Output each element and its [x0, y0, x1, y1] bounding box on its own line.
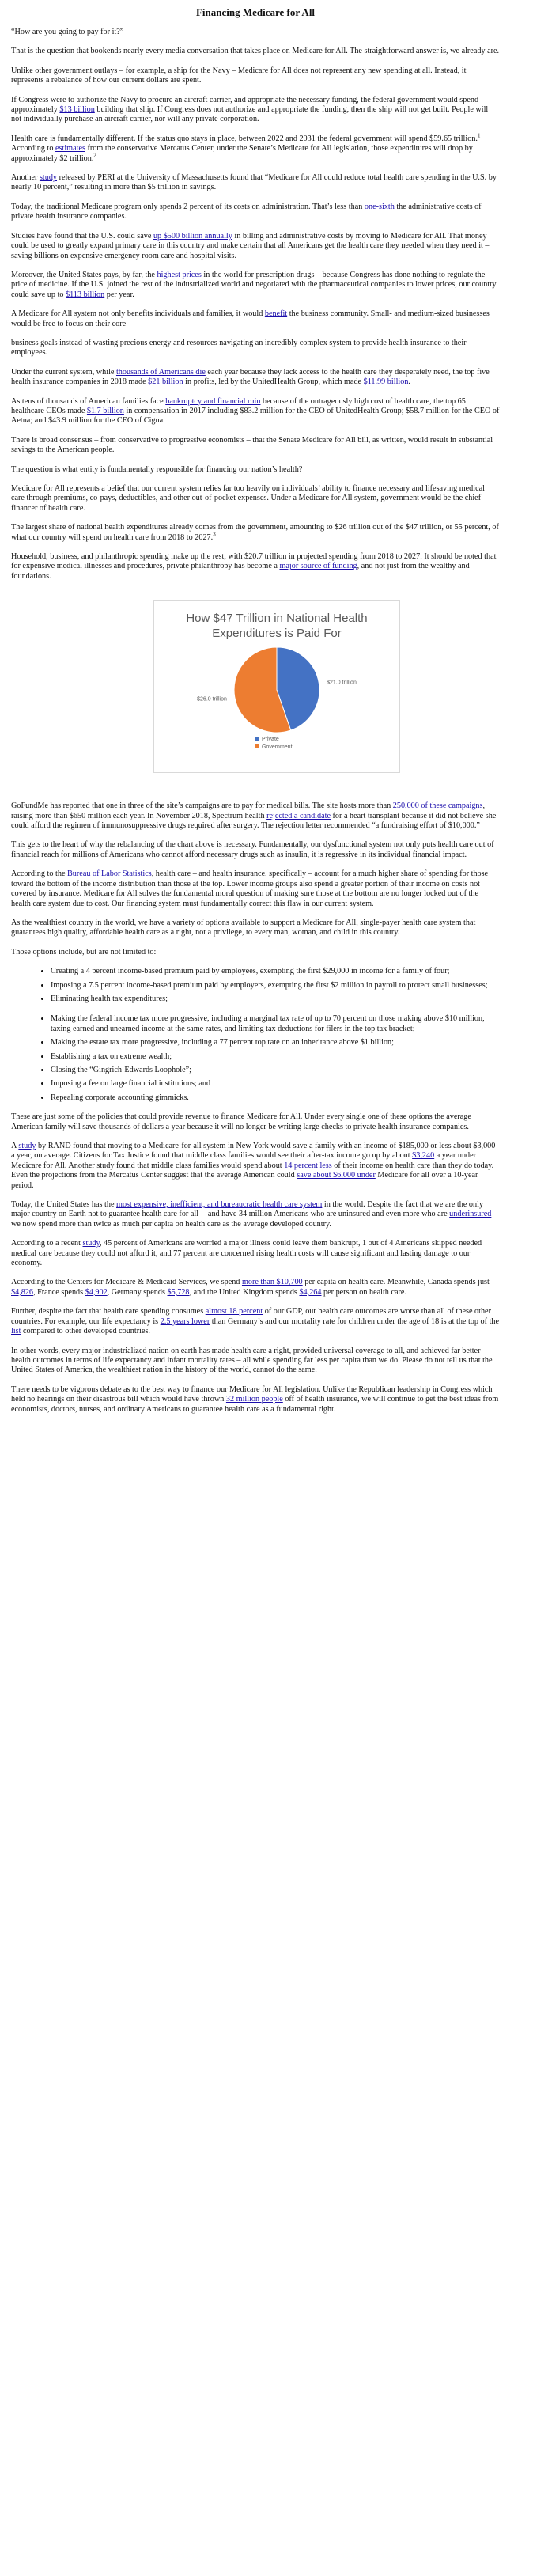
- paragraph: There is broad consensus – from conservative to progressive economists – that the Senate Medicare for All bill, as written, would result in substantial savings to the American people.: [11, 435, 493, 455]
- chart-title-line-2: Expenditures is Paid For: [212, 627, 342, 641]
- link-highest-prices[interactable]: highest prices: [157, 270, 202, 279]
- link-underinsured[interactable]: underinsured: [449, 1210, 492, 1219]
- footnote-ref: 1: [477, 132, 481, 139]
- paragraph: Moreover, the United States pays, by far, the highest prices in the world for prescription drugs – because Congress has done nothing to regulate the price of medicine. If the U.S. joined the rest of the industrialized world and negotiated with the pharmaceutical companies to lower prices, our country could save up to $113 billion per year.: [11, 270, 497, 299]
- pie-data-label-government: $26.0 trillion: [197, 696, 227, 703]
- link-1-7-billion[interactable]: $1.7 billion: [86, 406, 124, 415]
- list-item: • Repealing corporate accounting gimmicks.: [51, 1093, 500, 1103]
- pie-data-label-private: $21.0 trillion: [327, 680, 357, 686]
- legend-label-government: Government: [262, 744, 293, 751]
- link-11-99-billion[interactable]: $11.99 billion: [363, 377, 409, 387]
- link-benefit[interactable]: benefit: [264, 309, 288, 319]
- link-most-expensive[interactable]: most expensive, inefficient, and bureaucratic health care system: [116, 1200, 323, 1210]
- link-4264[interactable]: $4,264: [299, 1287, 322, 1297]
- legend-swatch-private: [255, 737, 259, 741]
- paragraph: According to the Centers for Medicare & Medicaid Services, we spend more than $10,700 per capita on health care. Meanwhile, Canada spends just $4,826, France spends $4,902, Germany spends $5,728, and the United Kingdom spends $4,264 per person on health care.: [11, 1278, 490, 1297]
- list-item: • Creating a 4 percent income-based premium paid by employees, exempting the first $29,000 in income for a family of four;: [51, 967, 500, 976]
- list-item: • Making the federal income tax more progressive, including a marginal tax rate of up to 70 percent on those making above $10 million, taxing earned and unearned income at the same rates, and limiting tax deductions for filers in the top tax bracket;: [51, 1014, 500, 1034]
- list-item: • Eliminating health tax expenditures;: [51, 994, 500, 1004]
- link-18-percent[interactable]: almost 18 percent: [205, 1307, 263, 1316]
- paragraph: That is the question that bookends nearly every media conversation that takes place on Medicare for All. The straightforward answer is, we already are.: [11, 47, 500, 56]
- page-title: Financing Medicare for All: [195, 6, 316, 18]
- link-4826[interactable]: $4,826: [11, 1287, 34, 1297]
- list-item: • Imposing a fee on large financial institutions; and: [51, 1079, 500, 1089]
- link-113-billion[interactable]: $113 billion: [66, 290, 105, 299]
- link-32-million[interactable]: 32 million people: [225, 1395, 283, 1404]
- legend-label-private: Private: [262, 737, 279, 743]
- link-rejected-candidate[interactable]: rejected a candidate: [266, 811, 331, 820]
- paragraph: According to the Bureau of Labor Statistics, health care – and health insurance, specifically – account for a much higher share of spending for those toward the bottom of the income distribution than those at the top. Lower income groups also spend a greater portion of their income on costs not covered by insurance. Medicare for All solves the fundamental moral question of making sure those at the bottom are no longer locked out of the health care system due to cost. Our financing system must fundamentally correct this flaw in our current system.: [11, 869, 489, 908]
- link-2-5-years[interactable]: 2.5 years lower: [160, 1316, 210, 1326]
- paragraph: Further, despite the fact that health care spending consumes almost 18 percent of our GDP, our health care outcomes are worse than all of these other countries. For example, our life expectancy is 2.5 years lower than Germany’s and our mortality rate for children under the age of 18 is at the top of the list compared to other developed countries.: [11, 1307, 500, 1336]
- pie-chart-svg: [154, 601, 399, 772]
- paragraph: There needs to be vigorous debate as to the best way to finance our Medicare for All legislation. Unlike the Republican leadership in Congress which held no hearings on their disastrous bill which would have thrown 32 million people off of health insurance, we will continue to get the best ideas from economists, doctors, nurses, and ordinary Americans to guarantee health care as a fundamental right.: [11, 1385, 499, 1414]
- link-bls[interactable]: Bureau of Labor Statistics: [67, 869, 152, 879]
- options-list: [11, 967, 500, 1103]
- paragraph: Medicare for All represents a belief that our current system relies far too heavily on individuals’ ability to finance necessary and lifesaving medical care through premiums, co-pays, deductibles, and other out-of-pocket expenses. Under a Medicare for All system, government would be the chief financer of health care.: [11, 484, 485, 513]
- link-21-billion[interactable]: $21 billion: [148, 377, 183, 387]
- paragraph: A Medicare for All system not only benefits individuals and families, it would benefit the business community. Small- and medium-sized businesses would be free to focus on their core: [11, 309, 490, 328]
- paragraph: Unlike other government outlays – for example, a ship for the Navy – Medicare for All does not represent any new spending at all. Instead, it represents a rebalance of how our current dollars are spent.: [11, 66, 467, 85]
- paragraph: Under the current system, while thousands of Americans die each year because they lack access to the health care they desperately need, the top five health insurance companies in 2018 made $21 billion in profits, led by the UnitedHealth Group, which made $11.99 billion.: [11, 367, 490, 387]
- footnote-ref: 2: [93, 152, 96, 159]
- link-5728[interactable]: $5,728: [167, 1287, 190, 1297]
- paragraph: Studies have found that the U.S. could save up $500 billion annually in billing and administrative costs by moving to Medicare for All. That money could be used to greatly expand primary care in this country and make certain that all Americans get the health care they needed when they need it – saving billions on expensive emergency room care and hospital visits.: [11, 231, 490, 260]
- paragraph: As tens of thousands of American families face bankruptcy and financial ruin because of the outrageously high cost of health care, the top 65 healthcare CEOs made $1.7 billion in compensation in 2017 including $83.2 million for the CEO of UnitedHealth Group; $58.7 million for the CEO of Aetna; and $43.9 million for the CEO of Cigna.: [11, 396, 500, 426]
- paragraph: Today, the United States has the most expensive, inefficient, and bureaucratic health care system in the world. Despite the fact that we are the only major country on Earth not to guarantee health care for all -- and have 34 million Americans who are uninsured and even more who are underinsured -- we now spend more than twice as much per capita on health care as the average developed country.: [11, 1200, 499, 1229]
- link-250000-campaigns[interactable]: 250,000 of these campaigns: [392, 801, 483, 811]
- paragraph: GoFundMe has reported that one in three of the site’s campaigns are to pay for medical bills. The site hosts more than 250,000 of these campaigns, raising more than $650 million each year. In November 2018, Spectrum health rejected a candidate for a heart transplant because it did not believe she could afford the regimen of immunosuppressive drugs required after surgery. The rejection letter recommended “a fundraising effort of $10,000.”: [11, 801, 497, 831]
- link-list[interactable]: list: [11, 1327, 21, 1336]
- link-bankruptcy[interactable]: bankruptcy and financial ruin: [165, 396, 261, 406]
- list-item: • Making the estate tax more progressive, including a 77 percent top rate on an inheritance above $1 billion;: [51, 1038, 500, 1047]
- paragraph: Household, business, and philanthropic spending make up the rest, with $20.7 trillion in projected spending from 2018 to 2027. It should be noted that for expensive medical illnesses and procedures, private philanthropy has become a major source of funding, and not just from the wealthy and foundations.: [11, 552, 497, 581]
- paragraph: These are just some of the policies that could provide revenue to finance Medicare for All. Under every single one of these options the average American family will save thousands of dollars a year because it will no longer be writing large checks to private health insurance companies.: [11, 1112, 471, 1131]
- legend-swatch-government: [255, 744, 259, 748]
- paragraph: In other words, every major industrialized nation on earth has made health care a right, provided universal coverage to all, and achieved far better health outcomes in terms of life expectancy and infant mortality rates – all while spending far less per capita than we do. Please do not tell us that the United States of America, the wealthiest nation in the history of the world, cannot do the same.: [11, 1346, 493, 1375]
- link-study-rand[interactable]: study: [18, 1142, 36, 1150]
- paragraph: Health care is fundamentally different. If the status quo stays in place, between 2022 and 2031 the federal government will spend $59.65 trillion.$^1$ According to estimates from the conservative Mercatus Center, under the Senate’s Medicare for All legislation, those expenditures will drop by approximately $2 trillion.$^2$: [11, 132, 481, 163]
- paragraph: A study by RAND found that moving to a Medicare-for-all system in New York would save a family with an income of $185,000 or less about $3,000 a year, on average. Citizens for Tax Justice found that middle class families would see their after-tax income go up by about $3,240 a year under Medicare for All. Another study found that middle class families would spend about 14 percent less of their income on health care than they do today. Even the projections from the Mercatus Center suggest that the average American could save about $6,000 under Medicare for all over a 10-year period.: [11, 1142, 496, 1190]
- footnote-ref: 3: [213, 531, 216, 538]
- paragraph: If Congress were to authorize the Navy to procure an aircraft carrier, and appropriate the necessary funding, the federal government would spend approximately $13 billion building that ship. If Congress does not authorize and appropriate the funding, then the ship will not get built. People will not individually purchase an aircraft carrier, nor will any private corporation.: [11, 95, 489, 124]
- link-study-peri[interactable]: study: [39, 173, 58, 183]
- paragraph: Those options include, but are not limited to:: [11, 947, 157, 957]
- link-10700[interactable]: more than $10,700: [241, 1278, 303, 1287]
- pie-chart: [153, 600, 400, 773]
- paragraph: “How are you going to pay for it?”: [11, 28, 124, 36]
- link-3240[interactable]: $3,240: [412, 1151, 435, 1161]
- chart-title-line-1: How $47 Trillion in National Health: [186, 612, 368, 626]
- paragraph: According to a recent study, 45 percent of Americans are worried a major illness could leave them bankrupt, 1 out of 4 Americans skipped needed medical care because they could not afford it, and 77 percent are concerned rising health costs will cause significant and lasting damage to our economy.: [11, 1239, 482, 1268]
- link-one-sixth[interactable]: one-sixth: [364, 202, 395, 211]
- paragraph: Today, the traditional Medicare program only spends 2 percent of its costs on administration. That’s less than one-sixth the administrative costs of private health insurance companies.: [11, 202, 482, 222]
- paragraph: As the wealthiest country in the world, we have a variety of options available to support a Medicare for All, single-payer health care system that guarantees high quality, affordable health care as a right, not a privilege, to every man, woman, and child in this country.: [11, 918, 476, 938]
- paragraph: business goals instead of wasting precious energy and resources navigating an incredibly complex system to provide health insurance to their employees.: [11, 338, 467, 358]
- list-item: • Establishing a tax on extreme wealth;: [51, 1052, 500, 1062]
- paragraph: This gets to the heart of why the rebalancing of the chart above is necessary. Fundamentally, our dysfunctional system not only puts health care out of financial reach for millions of Americans who cannot afford necessary drugs such as insulin, it is regressive in its individual financial impact.: [11, 840, 494, 859]
- paragraph: Another study released by PERI at the University of Massachusetts found that “Medicare for All could reduce total health care spending in the U.S. by nearly 10 percent,” resulting in more than $5 trillion in savings.: [11, 173, 497, 192]
- link-save-6000[interactable]: save about $6,000 under: [297, 1171, 376, 1180]
- link-14-percent-less[interactable]: 14 percent less: [284, 1161, 332, 1170]
- paragraph: The largest share of national health expenditures already comes from the government, amounting to $26 trillion out of the $47 trillion, or 55 percent, of what our country will spend on health care from 2018 to 2027.$^3$: [11, 523, 499, 542]
- list-item: • Imposing a 7.5 percent income-based premium paid by employers, exempting the first $2 million in payroll to protect small businesses;: [51, 981, 500, 991]
- link-13-billion[interactable]: $13 billion: [59, 105, 95, 115]
- paragraph: The question is what entity is fundamentally responsible for financing our nation’s health?: [11, 464, 303, 474]
- link-study-recent[interactable]: study: [82, 1239, 100, 1248]
- link-500-billion[interactable]: up $500 billion annually: [153, 231, 232, 241]
- link-thousands-die[interactable]: thousands of Americans die: [115, 367, 206, 377]
- link-4902[interactable]: $4,902: [85, 1287, 108, 1297]
- link-estimates[interactable]: estimates: [55, 144, 85, 153]
- link-major-source[interactable]: major source of funding: [279, 562, 357, 571]
- list-item: • Closing the “Gingrich-Edwards Loophole”;: [51, 1066, 500, 1075]
